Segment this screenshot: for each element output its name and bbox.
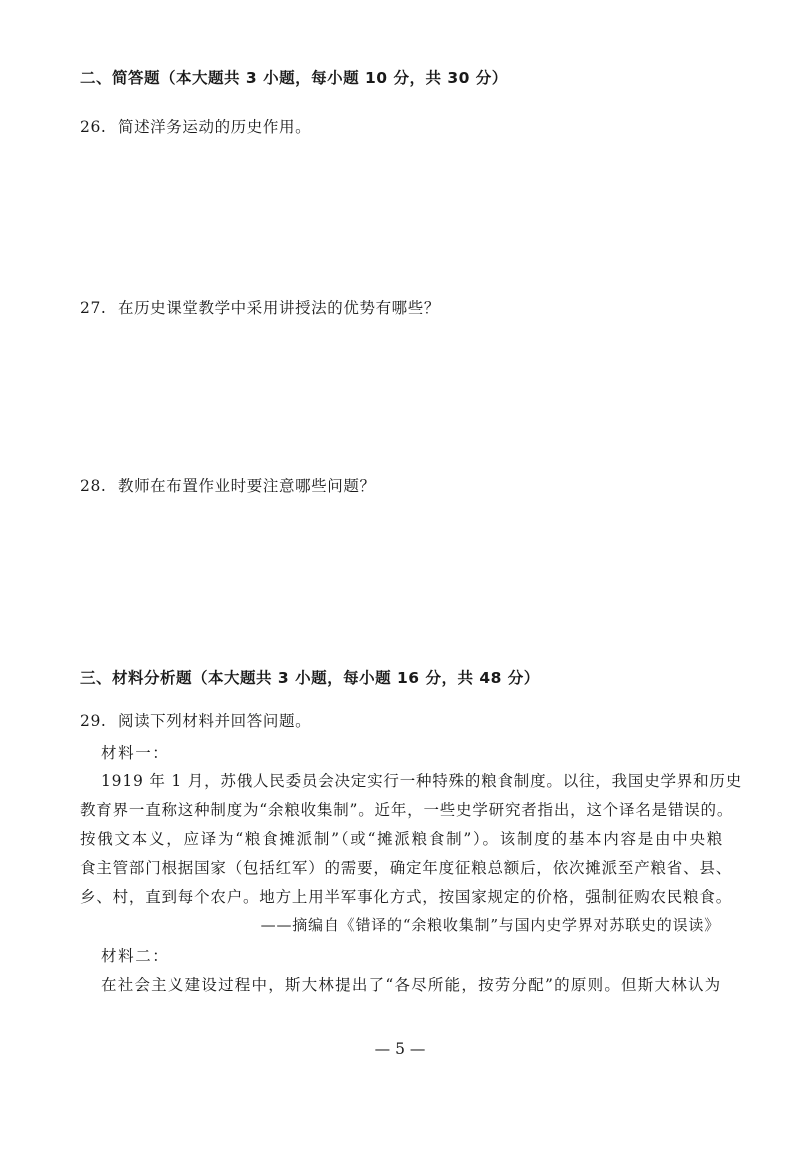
question-text: 简述洋务运动的历史作用。	[117, 118, 312, 136]
question-28	[80, 474, 376, 496]
material-1-line: 1919 年 1 月，苏俄人民委员会决定实行一种特殊的粮食制度。以往，我国史学界和历史	[101, 772, 742, 790]
section-2-title: 二、简答题（本大题共 3 小题，每小题 10 分，共 30 分）	[80, 69, 508, 87]
material-1-line: 乡、村，直到每个农户。地方上用半军事化方式，按国家规定的价格，强制征购农民粮食。	[80, 888, 733, 906]
page-number: — 5 —	[374, 1040, 426, 1058]
material-2-line: 在社会主义建设过程中，斯大林提出了“各尽所能，按劳分配”的原则。但斯大林认为	[101, 976, 721, 994]
question-number: 29.	[80, 712, 107, 730]
material-1-line: 按俄文本义，应译为“粮食摊派制”（或“摊派粮食制”）。该制度的基本内容是由中央粮	[80, 830, 723, 848]
question-number: 27.	[80, 299, 107, 317]
question-26	[80, 115, 311, 137]
material-1-line: 食主管部门根据国家（包括红军）的需要，确定年度征粮总额后，依次摊派至产粮省、县、	[80, 859, 733, 877]
question-27	[80, 296, 440, 318]
question-text: 阅读下列材料并回答问题。	[117, 712, 312, 730]
material-1-line: 教育界一直称这种制度为“余粮收集制”。近年，一些史学研究者指出，这个译名是错误的。	[80, 801, 734, 819]
material-1-source: ——摘编自《错译的“余粮收集制”与国内史学界对苏联史的误读》	[260, 916, 720, 934]
material-1-label: 材料一：	[101, 744, 170, 762]
question-29	[80, 709, 311, 731]
question-text: 教师在布置作业时要注意哪些问题？	[117, 477, 376, 495]
section-3-title: 三、材料分析题（本大题共 3 小题，每小题 16 分，共 48 分）	[80, 669, 540, 687]
question-number: 28.	[80, 477, 107, 495]
question-number: 26.	[80, 118, 107, 136]
question-text: 在历史课堂教学中采用讲授法的优势有哪些？	[117, 299, 440, 317]
material-2-label: 材料二：	[101, 947, 170, 965]
